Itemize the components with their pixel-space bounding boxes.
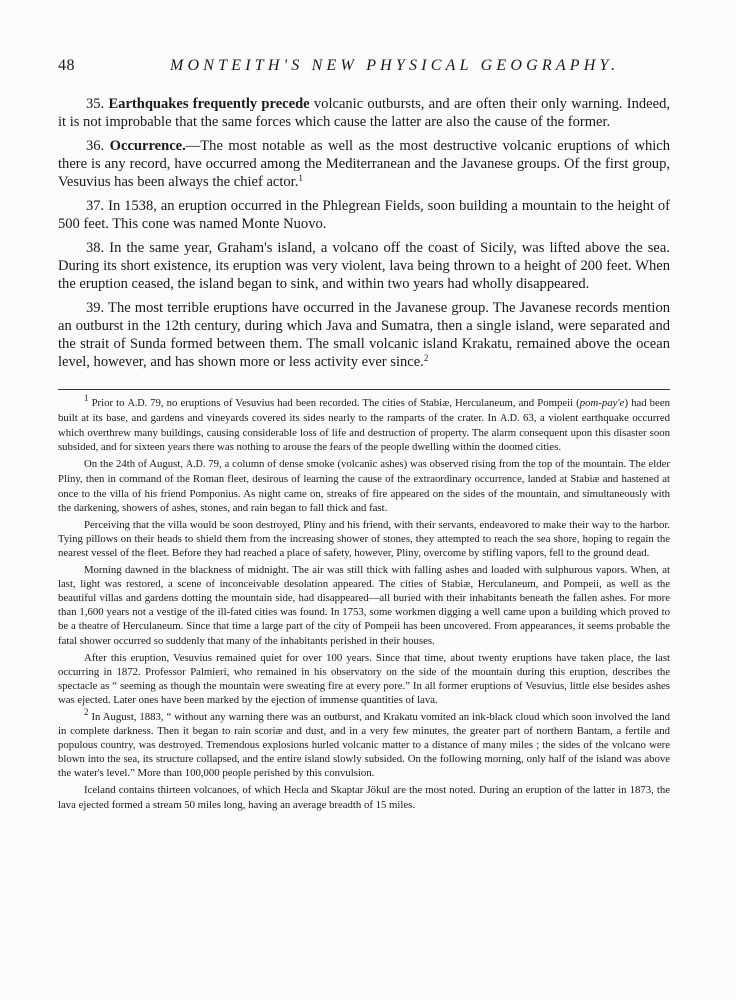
footnote-reference[interactable]: 1	[298, 173, 303, 183]
footnote-reference[interactable]: 2	[423, 353, 429, 363]
paragraph-37	[58, 197, 670, 233]
page-header	[58, 57, 670, 79]
footnote-text: 63, a violent earthquake occurred which overthrew many buildings, causing considerable loss of life and destruction of property. The alarm consequent upon this disaster soon subsided, and for sixteen years there was nothing to arouse the fears of the people dwelling within the doomed cities.	[58, 412, 670, 454]
footnote-2	[58, 706, 670, 780]
footnote-1-continued	[58, 457, 670, 514]
paragraph-text: In 1538, an eruption occurred in the Phlegrean Fields, soon building a mountain to the height of 500 feet. This cone was named Monte Nuovo.	[58, 198, 670, 232]
footnote-marker: 1	[84, 393, 89, 403]
paragraph-text: In the same year, Graham's island, a volcano off the coast of Sicily, was lifted above the sea. During its short existence, its eruption was very violent, lava being thrown to a height of 200 feet. When the eruption ceased, the island began to sink, and within two years had wholly disappeared.	[58, 240, 670, 292]
footnote-text: 79, a column of dense smoke (volcanic ashes) was observed rising from the top of the mountain. The elder Pliny, then in command of the Roman fleet, desirous of learning the cause of the extraordinary occurrence, landed at Stabiæ and hastened at once to the villa of his friend Pomponius. As night came on, streaks of fire appeared on the sides of the mountain, and simultaneously with the darkening, showers of ashes, stones, and rain began to fall thick and fast.	[58, 458, 670, 514]
paragraph-number: 39.	[86, 300, 105, 316]
book-page	[58, 57, 670, 815]
era-abbrev: A.D.	[500, 413, 520, 425]
footnote-divider	[58, 389, 670, 390]
era-abbrev: A.D.	[127, 398, 148, 409]
paragraph-text: volcanic outbursts, and are often their only warning. Indeed, it is not improbable that the same forces which cause the latter are also the cause of the former.	[58, 96, 670, 130]
paragraph-heading: Occurrence.	[109, 138, 186, 154]
paragraph-number: 37.	[86, 198, 105, 214]
paragraph-39	[58, 299, 670, 371]
footnote-1-continued: Perceiving that the villa would be soon destroyed, Pliny and his friend, with their servants, endeavored to make their way to the harbor. Tying pillows on their heads to shield them from the increasing shower of stones, they attempted to reach the sea shore, hoping to regain the nearest vessel of the fleet. Before they had reached a place of safety, however, Pliny, overcome by stifling vapors, fell to the ground dead.	[58, 518, 670, 559]
footnote-text: Prior to	[88, 397, 128, 409]
paragraph-35	[58, 95, 670, 131]
paragraph-text: —The most notable as well as the most destructive volcanic eruptions of which there is any record, have occurred among the Mediterranean and the Javanese groups. Of the first group, Vesuvius has been always the chief actor.	[58, 138, 671, 190]
page-number: 48	[58, 57, 75, 74]
paragraph-heading: Earthquakes frequently precede	[108, 96, 310, 112]
main-text	[58, 95, 670, 371]
paragraph-text: The most terrible eruptions have occurred in the Javanese group. The Javanese records mention an outburst in the 12th century, during which Java and Sumatra, then a single island, were separated and the strait of Sunda formed between them. The small volcanic island Krakatu, remained above the ocean level, however, and has shown more or less activity ever since.	[58, 300, 670, 370]
running-title: MONTEITH'S NEW PHYSICAL GEOGRAPHY.	[170, 57, 620, 74]
footnote-text: On the 24th of August,	[84, 458, 186, 471]
paragraph-number: 38.	[86, 240, 105, 256]
paragraph-36	[58, 137, 670, 191]
footnote-text: 79, no eruptions of Vesuvius had been recorded. The cities of Stabiæ, Herculaneum, and Pompeii (	[147, 397, 580, 409]
footnote-marker: 2	[84, 706, 89, 717]
footnotes	[58, 393, 670, 812]
paragraph-number: 35.	[86, 96, 105, 112]
footnote-1-continued: After this eruption, Vesuvius remained quiet for over 100 years. Since that time, about twenty eruptions have taken place, the last occurring in 1872. Professor Palmieri, who remained in his observatory on the side of the mountain during this eruption, describes the spectacle as “ seeming as though the mountain were sweating fire at every pore.” In all former eruptions of Vesuvius, little else besides ashes was ejected. Later ones have been marked by the ejection of immense quantities of lava.	[58, 651, 670, 706]
paragraph-number: 36.	[86, 138, 105, 154]
footnote-text: ) had been built at its base, and gardens and vineyards covered its sides nearly to the ramparts of the crater. In	[58, 397, 670, 425]
footnote-1-continued: Morning dawned in the blackness of midnight. The air was still thick with falling ashes and loaded with sulphurous vapors. When, at last, light was restored, a scene of inconceivable desolation appeared. The cities of Stabiæ, Herculaneum, and Pompeii, as well as the beautiful villas and gardens dotting the mountain side, had disappeared—all buried with their inhabitants beneath the fallen ashes. For more than 1,600 years not a vestige of the ill-fated cities was found. In 1753, some workmen digging a well came upon a building which proved to be a theatre of Herculaneum. Since that time a large part of the city of Pompeii has been uncovered. From appearances, it seems probable the fatal shower occurred so suddenly that many of the inhabitants perished in their houses.	[58, 564, 670, 647]
era-abbrev: A.D.	[185, 459, 206, 471]
pronunciation: pom-pay'e	[579, 397, 625, 409]
footnote-2-continued: Iceland contains thirteen volcanoes, of which Hecla and Skaptar Jökul are the most noted. During an eruption of the latter in 1873, the lava ejected formed a stream 50 miles long, having an average breadth of 15 miles.	[58, 784, 670, 811]
paragraph-38	[58, 239, 670, 293]
footnote-1	[58, 393, 670, 454]
footnote-text: In August, 1883, “ without any warning there was an outburst, and Krakatu vomited an ink-black cloud which soon involved the land in complete darkness. Then it began to rain scoriæ and dust, and in a very few minutes, the greater part of northern Bantam, a fertile and populous country, was destroyed. Tremendous explosions hurled volcanic matter to a distance of many miles ; the sides of the volcano were blown into the sea, its structure collapsed, and the entire island slowly subsided. On the following morning, only half of the island was above the water's level.” More than 100,000 people perished by this convulsion.	[58, 710, 670, 780]
